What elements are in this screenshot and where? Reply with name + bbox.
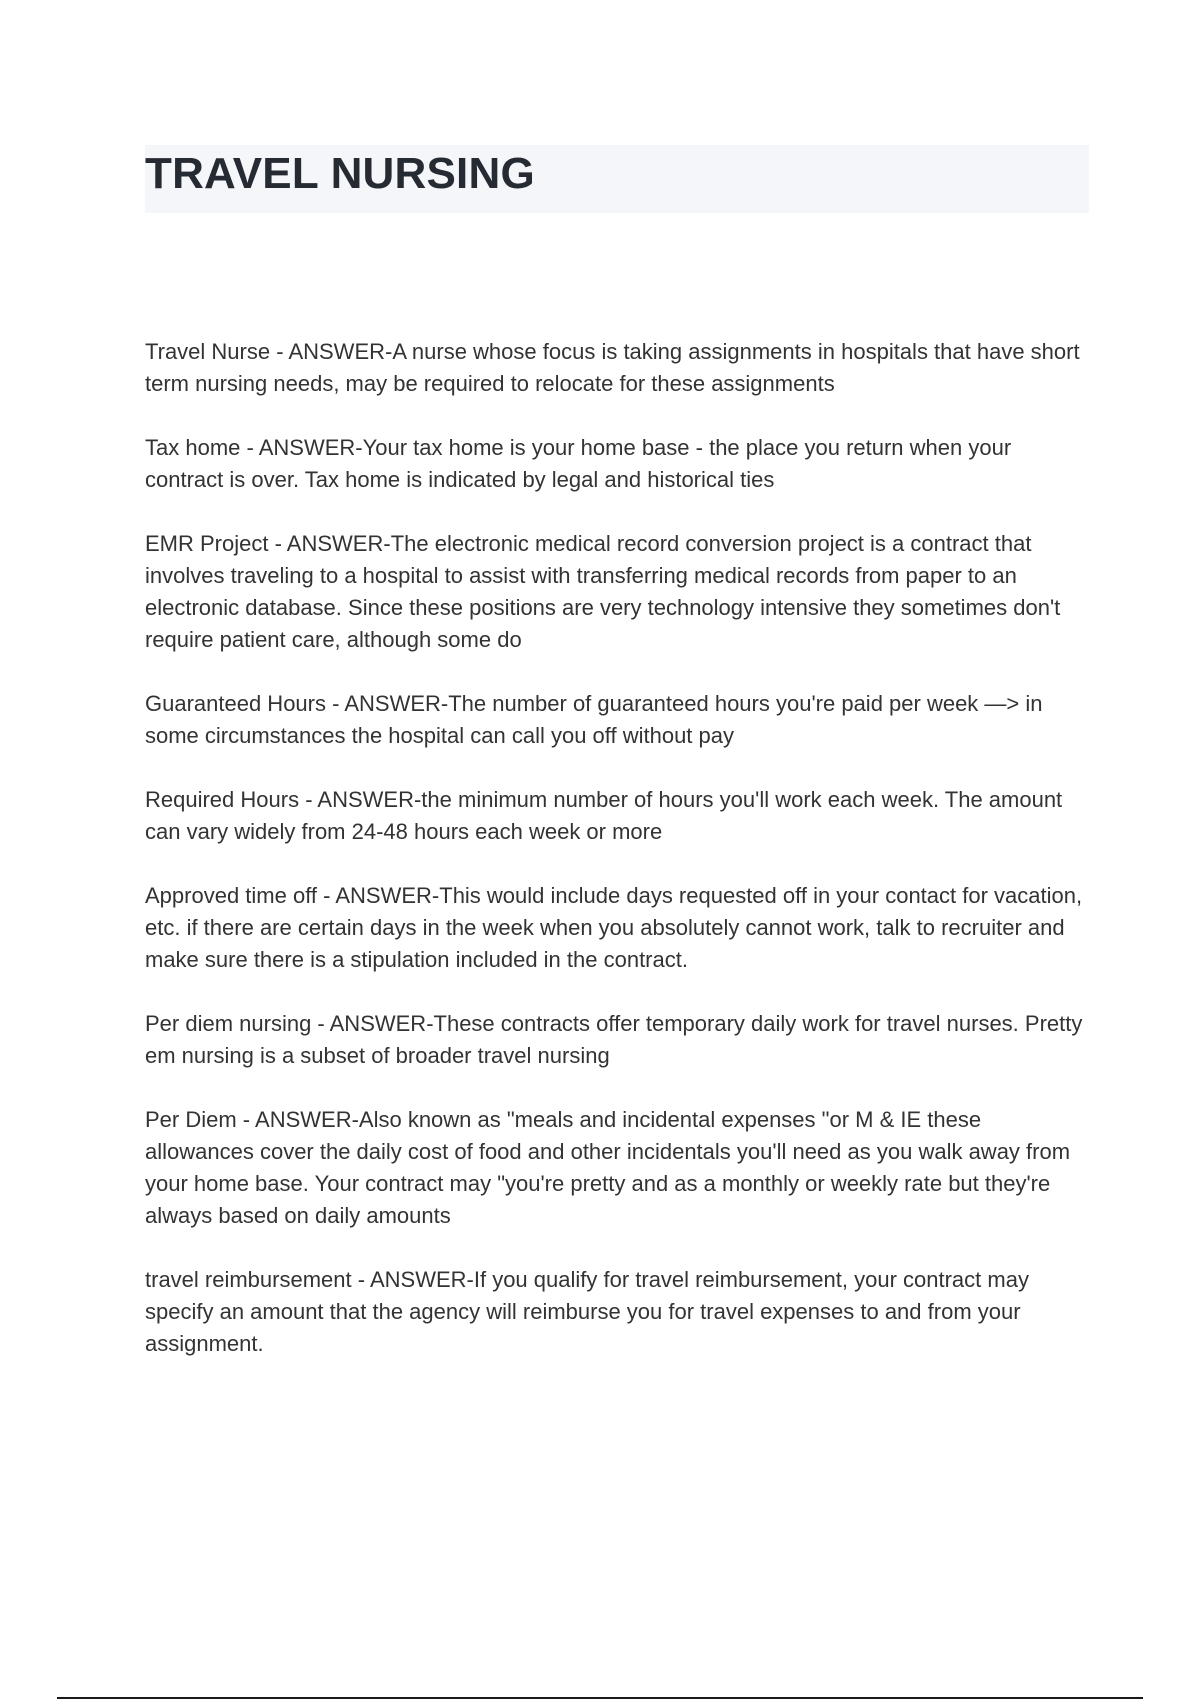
flashcard-entry-travel-nurse: Travel Nurse - ANSWER-A nurse whose focus is taking assignments in hospitals that have short term nursing needs, may be required to relocate for these assignments [145, 339, 1080, 396]
flashcard-entry-travel-reimbursement: travel reimbursement - ANSWER-If you qualify for travel reimbursement, your contract may specify an amount that the agency will reimburse you for travel expenses to and from your assignment. [145, 1267, 1029, 1356]
title-band [145, 145, 1089, 213]
flashcard-entry-tax-home: Tax home - ANSWER-Your tax home is your home base - the place you return when your contract is over. Tax home is indicated by legal and historical ties [145, 435, 1012, 492]
flashcard-entry-per-diem: Per Diem - ANSWER-Also known as "meals and incidental expenses "or M & IE these allowances cover the daily cost of food and other incidentals you'll need as you walk away from your home base. Your contract may "you're pretty and as a monthly or weekly rate but they're always based on daily amounts [145, 1107, 1071, 1228]
flashcard-entry-per-diem-nursing: Per diem nursing - ANSWER-These contracts offer temporary daily work for travel nurses. Pretty em nursing is a subset of broader travel nursing [145, 1011, 1083, 1068]
flashcard-entry-emr-project: EMR Project - ANSWER-The electronic medical record conversion project is a contract that involves traveling to a hospital to assist with transferring medical records from paper to an electronic database. Since these positions are very technology intensive they sometimes don't require patient care, although some do [145, 531, 1061, 652]
flashcard-entry-guaranteed-hours: Guaranteed Hours - ANSWER-The number of guaranteed hours you're paid per week —> in some circumstances the hospital can call you off without pay [145, 691, 1043, 748]
flashcard-entry-approved-time-off: Approved time off - ANSWER-This would include days requested off in your contact for vacation, etc. if there are certain days in the week when you absolutely cannot work, talk to recruiter and make sure there is a stipulation included in the contract. [145, 883, 1083, 972]
document-title: TRAVEL NURSING [145, 149, 535, 198]
flashcard-list [145, 336, 1085, 1392]
flashcard-entry-required-hours: Required Hours - ANSWER-the minimum number of hours you'll work each week. The amount can vary widely from 24-48 hours each week or more [145, 787, 1063, 844]
page-bottom-divider [57, 1697, 1143, 1699]
